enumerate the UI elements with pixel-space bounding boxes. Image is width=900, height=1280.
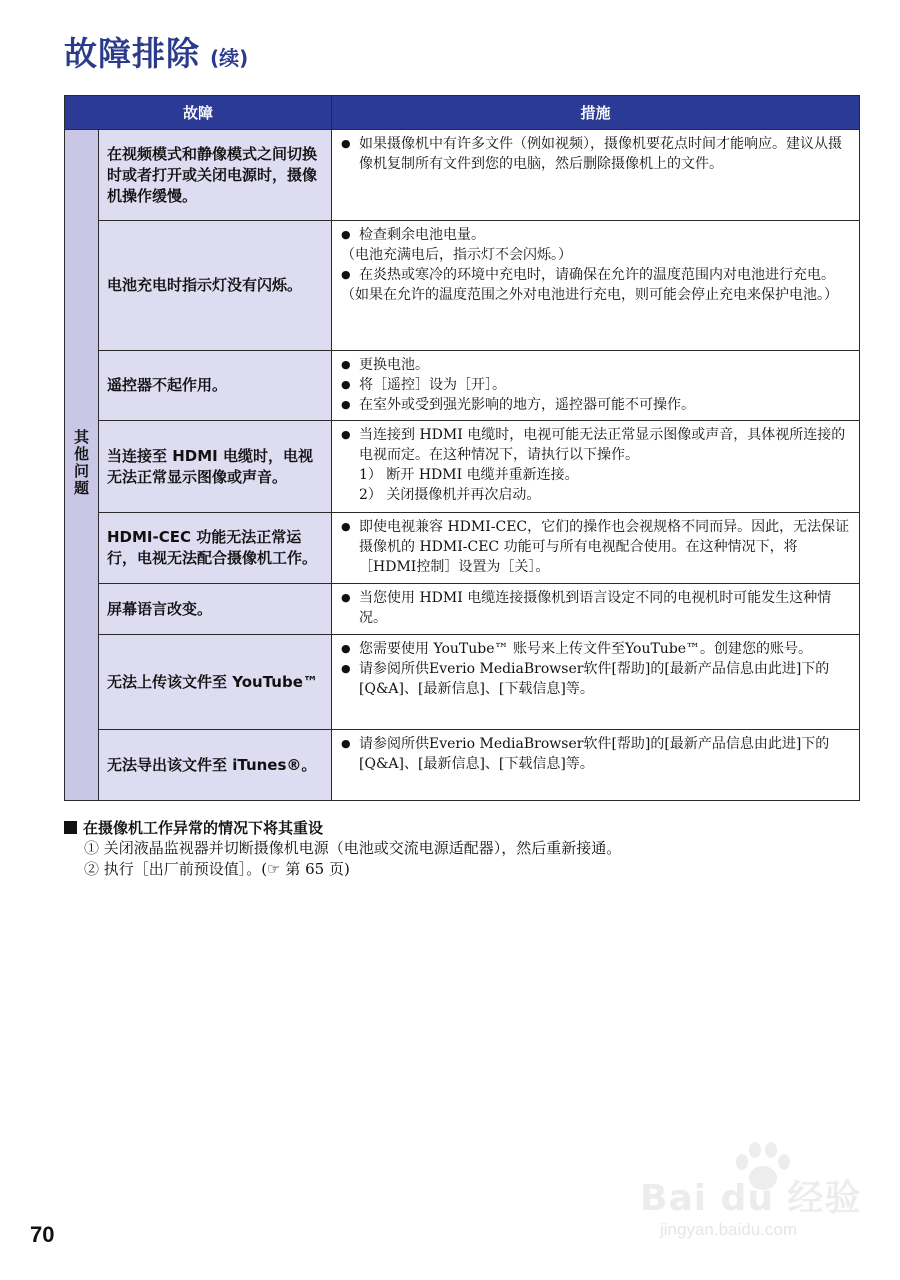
watermark — [640, 1140, 870, 1250]
reset-step-1: ① 关闭液晶监视器并切断摄像机电源（电池或交流电源适配器），然后重新接通。 — [84, 839, 622, 857]
header-action: 措施 — [332, 96, 860, 130]
problem-cell: 当连接至 HDMI 电缆时，电视无法正常显示图像或声音。 — [99, 421, 332, 513]
problem-cell: 屏幕语言改变。 — [99, 584, 332, 635]
table-row — [65, 513, 860, 584]
action-item: ● 请参阅所供Everio MediaBrowser软件[帮助]的[最新产品信息由此进]下的[Q&A]、[最新信息]、[下载信息]等。 — [341, 734, 851, 774]
reset-title-text: 在摄像机工作异常的情况下将其重设 — [83, 819, 324, 837]
problem-cell: HDMI-CEC 功能无法正常运行，电视无法配合摄像机工作。 — [99, 513, 332, 584]
action-step: 1） 断开 HDMI 电缆并重新连接。 — [359, 467, 579, 483]
action-cell — [332, 730, 860, 801]
table-row — [65, 351, 860, 421]
action-item: ● 如果摄像机中有许多文件（例如视频），摄像机要花点时间才能响应。建议从摄像机复制所有文件到您的电脑，然后删除摄像机上的文件。 — [341, 134, 851, 174]
category-cell — [65, 130, 99, 801]
table-row — [65, 730, 860, 801]
action-item: ● 检查剩余电池电量。 — [341, 225, 851, 245]
problem-cell: 遥控器不起作用。 — [99, 351, 332, 421]
action-cell — [332, 635, 860, 730]
action-item: ● 将［遥控］设为［开］。 — [341, 375, 851, 395]
table-row — [65, 584, 860, 635]
action-step: 2） 关闭摄像机并再次启动。 — [359, 487, 541, 503]
action-cell — [332, 421, 860, 513]
category-label: 其他问题 — [72, 429, 90, 497]
action-cell — [332, 221, 860, 351]
problem-cell: 无法上传该文件至 YouTube™ — [99, 635, 332, 730]
troubleshooting-table — [64, 95, 860, 801]
table-row — [65, 635, 860, 730]
action-item: ● 在室外或受到强光影响的地方，遥控器可能不可操作。 — [341, 395, 851, 415]
action-item: ● 请参阅所供Everio MediaBrowser软件[帮助]的[最新产品信息由此进]下的[Q&A]、[最新信息]、[下载信息]等。 — [341, 659, 851, 699]
page-title — [64, 28, 248, 75]
reset-step-2-text: ② 执行［出厂前预设值］。( — [84, 860, 268, 878]
action-item: ● 即使电视兼容 HDMI-CEC，它们的操作也会视规格不同而异。因此，无法保证摄像机的 HDMI-CEC 功能可与所有电视配合使用。在这种情况下，将［HDMI控制］设置为［关］。 — [341, 517, 851, 577]
action-note: （电池充满电后，指示灯不会闪烁。） — [341, 247, 573, 263]
action-cell — [332, 130, 860, 221]
problem-cell: 无法导出该文件至 iTunes®。 — [99, 730, 332, 801]
action-item: ● 当您使用 HDMI 电缆连接摄像机到语言设定不同的电视机时可能发生这种情况。 — [341, 588, 851, 628]
table-header-row — [65, 96, 860, 130]
header-problem: 故障 — [65, 96, 332, 130]
square-bullet-icon — [64, 821, 77, 834]
reset-heading — [64, 817, 621, 838]
action-cell — [332, 513, 860, 584]
page-reference-icon: ☞ — [267, 860, 281, 878]
table-row — [65, 421, 860, 513]
action-cell — [332, 584, 860, 635]
action-note: （如果在允许的温度范围之外对电池进行充电，则可能会停止充电来保护电池。） — [341, 287, 839, 303]
reset-step-2-page: 第 65 页) — [280, 860, 350, 878]
page-number: 70 — [30, 1222, 55, 1247]
title-continued: (续) — [210, 46, 249, 70]
table-row — [65, 221, 860, 351]
action-item: ● 在炎热或寒冷的环境中充电时，请确保在允许的温度范围内对电池进行充电。 — [341, 265, 851, 285]
watermark-url: jingyan.baidu.com — [660, 1220, 798, 1239]
action-item: ● 当连接到 HDMI 电缆时，电视可能无法正常显示图像或声音，具体视所连接的电视而定。在这种情况下，请执行以下操作。 — [341, 425, 851, 465]
watermark-logo: Bai du 经验 — [640, 1178, 862, 1219]
problem-cell: 电池充电时指示灯没有闪烁。 — [99, 221, 332, 351]
action-item: ● 您需要使用 YouTube™ 账号来上传文件至YouTube™。创建您的账号。 — [341, 639, 851, 659]
reset-step-2 — [84, 859, 621, 880]
action-item: ● 更换电池。 — [341, 355, 851, 375]
table-row — [65, 130, 860, 221]
problem-cell: 在视频模式和静像模式之间切换时或者打开或关闭电源时，摄像机操作缓慢。 — [99, 130, 332, 221]
reset-section — [64, 817, 621, 880]
action-cell — [332, 351, 860, 421]
title-main: 故障排除 — [64, 34, 200, 73]
